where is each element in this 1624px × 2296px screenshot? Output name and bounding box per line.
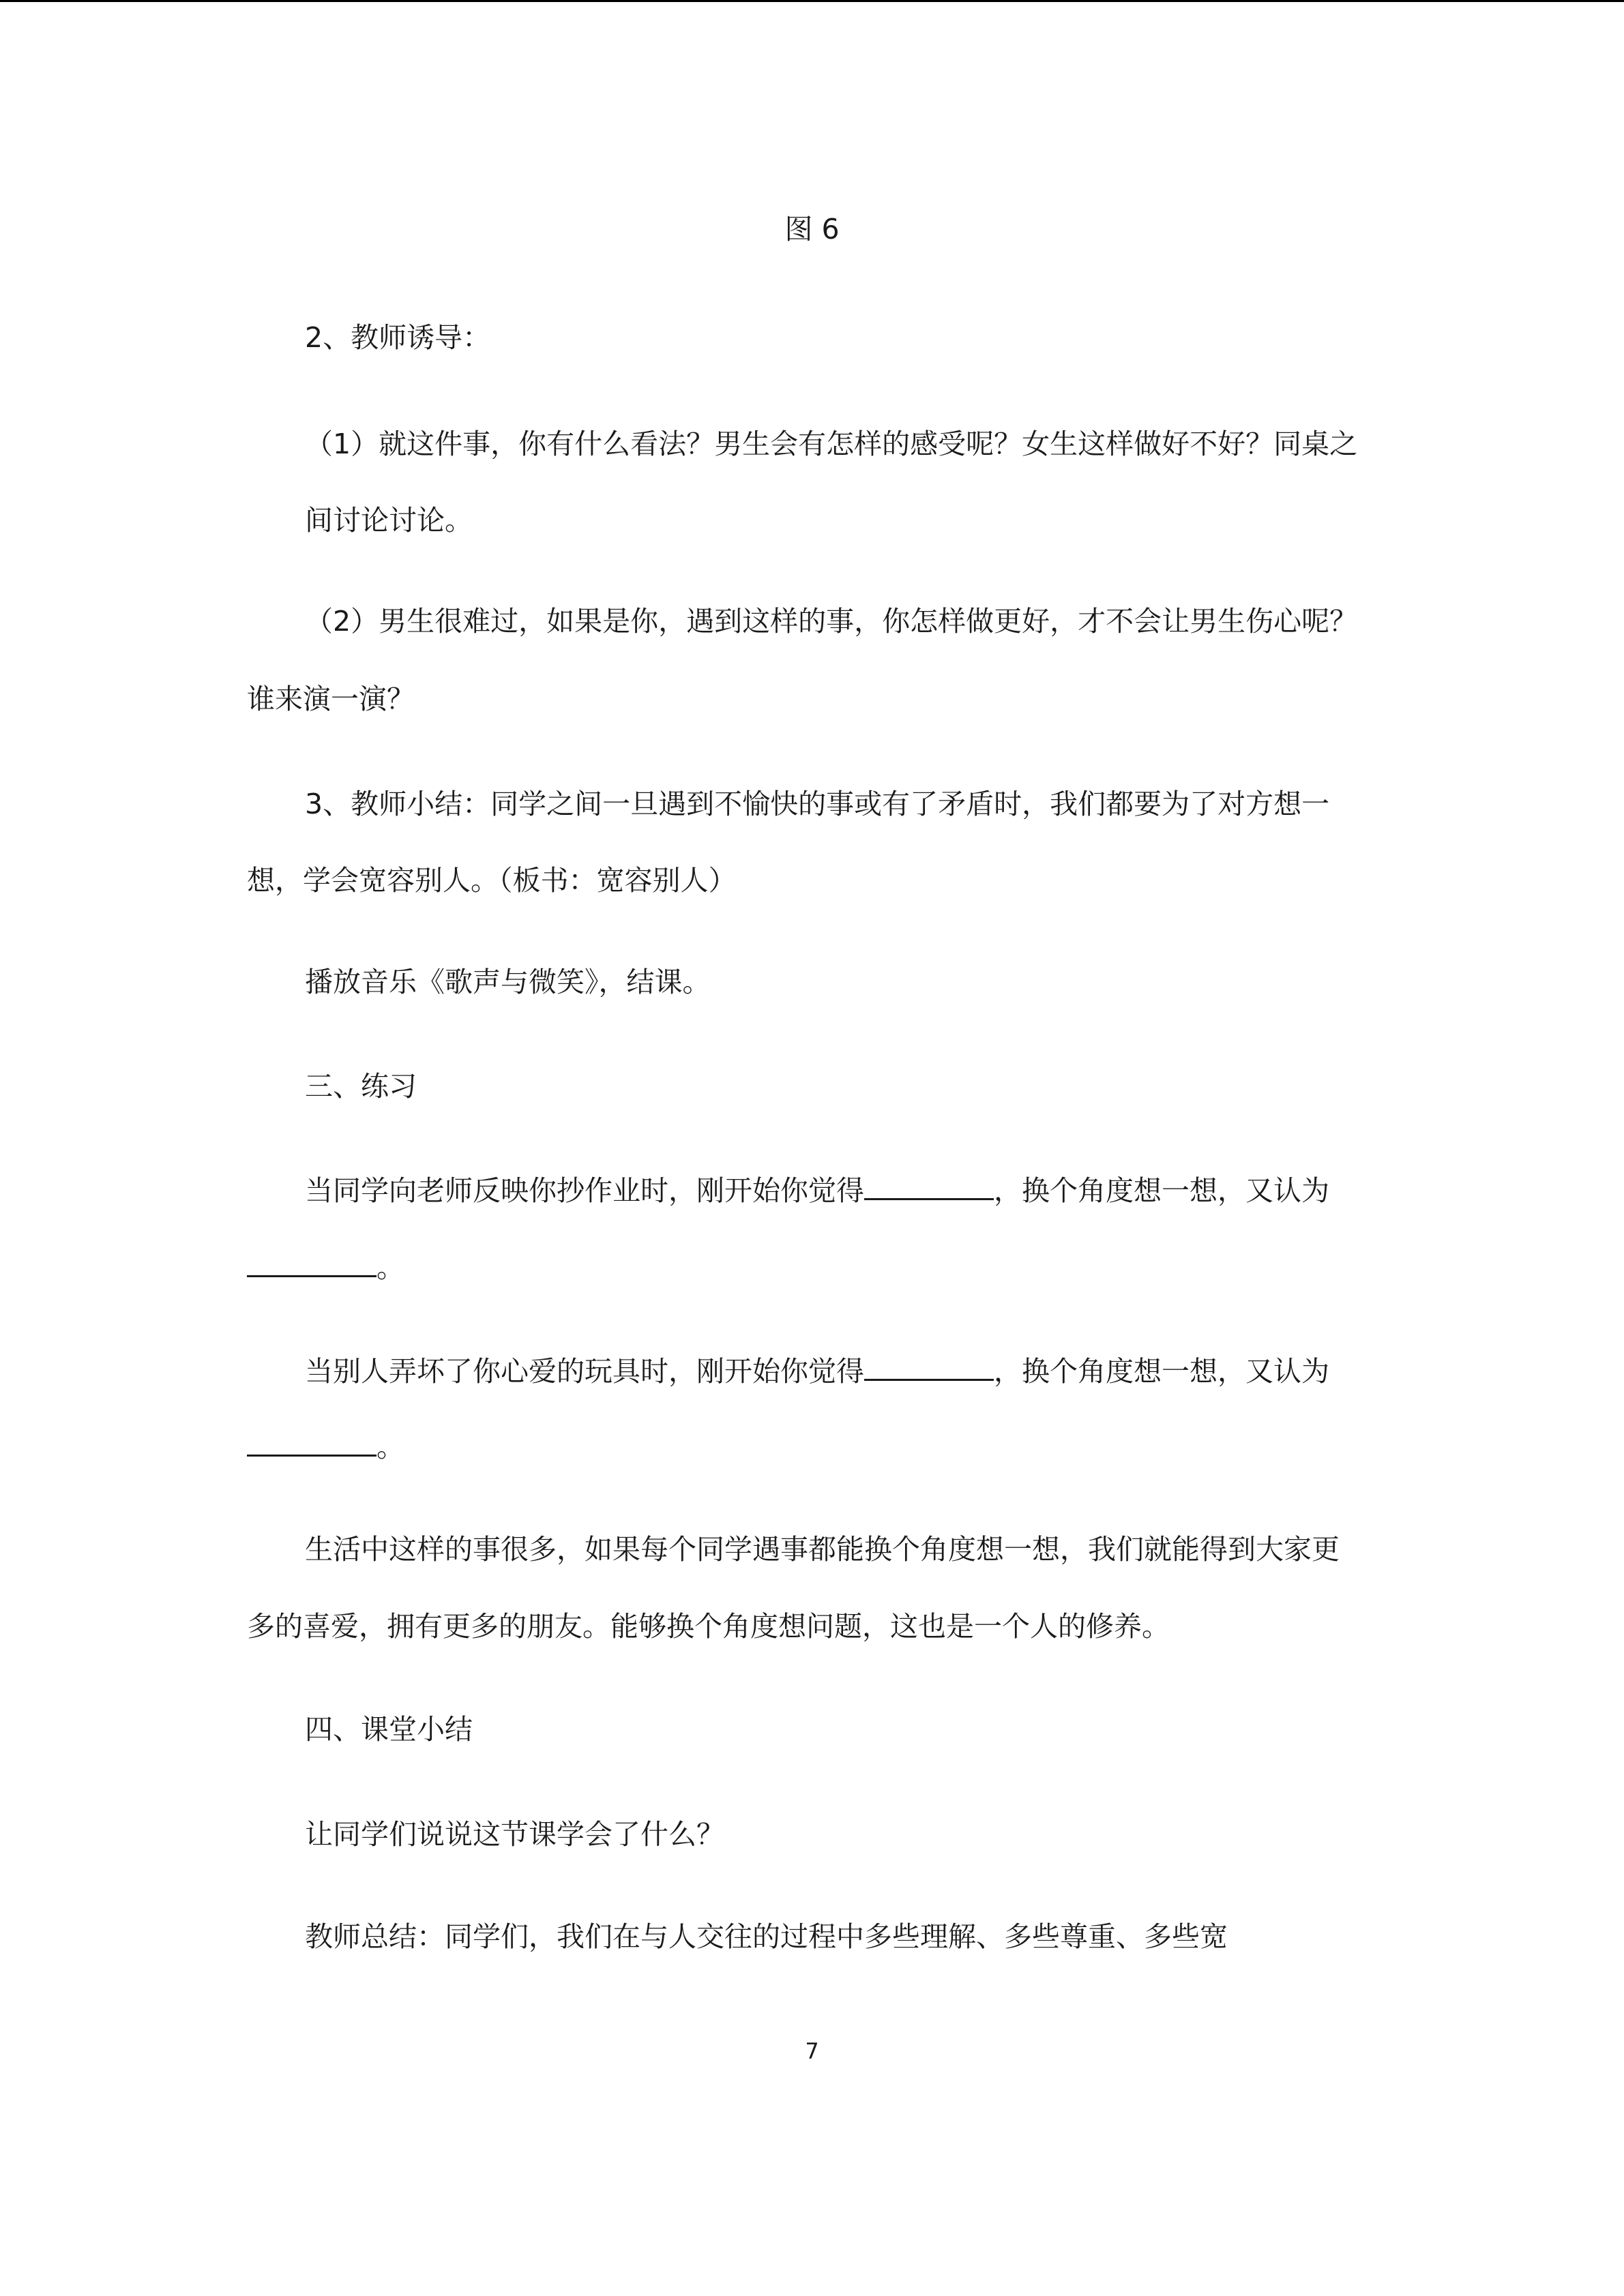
exercise-2-text-middle: ，换个角度想一想，又认为 <box>994 1355 1329 1388</box>
life-paragraph-line-2: 多的喜爱，拥有更多的朋友。能够换个角度想问题，这也是一个人的修养。 <box>247 1610 1170 1643</box>
exercise-1-line-2 <box>247 1248 404 1287</box>
exercise-2-blank-1[interactable] <box>864 1352 994 1381</box>
exercise-2-line-2 <box>247 1427 404 1466</box>
exercise-1-blank-1[interactable] <box>864 1171 994 1200</box>
figure-caption: 图 6 <box>784 213 840 245</box>
question-2-line-2: 谁来演一演？ <box>247 683 415 715</box>
exercise-2-line-1 <box>305 1352 1329 1390</box>
ask-students-line: 让同学们说说这节课学会了什么？ <box>305 1818 724 1851</box>
exercise-1-line-1 <box>305 1171 1329 1210</box>
question-2-line-1: （2）男生很难过，如果是你，遇到这样的事，你怎样做更好，才不会让男生伤心呢？ <box>305 605 1358 638</box>
page-number: 7 <box>805 2038 819 2064</box>
exercise-2-text-before: 当别人弄坏了你心爱的玩具时，刚开始你觉得 <box>305 1355 864 1388</box>
summary-3-line-1: 3、教师小结：同学之间一旦遇到不愉快的事或有了矛盾时，我们都要为了对方想一 <box>305 788 1330 820</box>
exercise-1-text-before: 当同学向老师反映你抄作业时，刚开始你觉得 <box>305 1174 864 1207</box>
exercise-2-text-end: 。 <box>377 1431 404 1463</box>
life-paragraph-line-1: 生活中这样的事很多，如果每个同学遇事都能换个角度想一想，我们就能得到大家更 <box>305 1533 1340 1566</box>
exercise-1-text-middle: ，换个角度想一想，又认为 <box>994 1174 1329 1207</box>
summary-3-line-2: 想，学会宽容别人。（板书：宽容别人） <box>247 864 737 897</box>
teacher-summary-line: 教师总结：同学们，我们在与人交往的过程中多些理解、多些尊重、多些宽 <box>305 1920 1228 1953</box>
practice-heading: 三、练习 <box>305 1070 417 1103</box>
exercise-1-blank-2[interactable] <box>247 1248 377 1277</box>
section-2-heading: 2、教师诱导： <box>305 321 491 354</box>
question-1-line-1: （1）就这件事，你有什么看法？男生会有怎样的感受呢？女生这样做好不好？同桌之 <box>305 428 1358 460</box>
question-1-line-2: 间讨论讨论。 <box>305 504 473 537</box>
page-top-border <box>0 0 1624 2</box>
music-line: 播放音乐《歌声与微笑》，结课。 <box>305 966 711 998</box>
exercise-1-text-end: 。 <box>377 1251 404 1284</box>
exercise-2-blank-2[interactable] <box>247 1427 377 1457</box>
class-summary-heading: 四、课堂小结 <box>305 1713 473 1746</box>
